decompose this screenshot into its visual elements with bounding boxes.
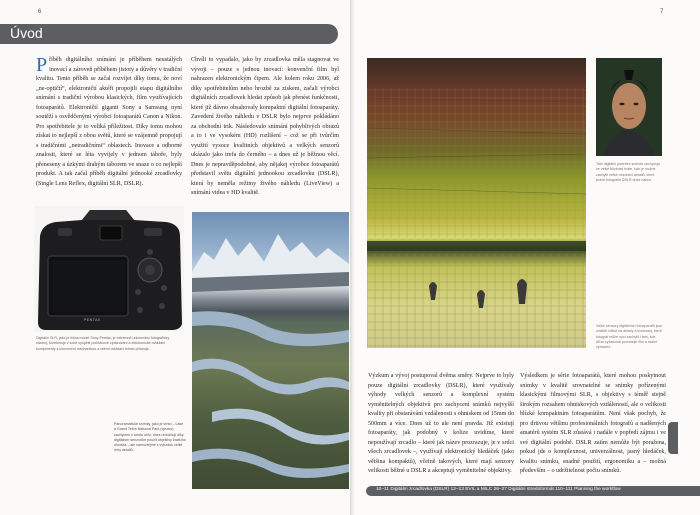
page-number-right: 7: [660, 9, 664, 15]
landscape-photo: [192, 212, 349, 489]
body-text-1: Výzkum a vývoj postupoval dvěma směry. Nejprve to byly pouze digitální zrcadlovky (DSLR), které využívaly výhody velkých senzorů a komplexní systém vyměnitelných objektivů pro zachycení snímků nejvyšší kvality při obstarávání vzdálenosti s ohniskem od 15mm do 500mm a více. Dnes už to ale není pravda. Již existují fotoaparáty, jak podobný v kolize uvidíme, které nepoužívají zrcadlo – které jak název prozrazuje, je v srdci všech zrcadlovek –, využívají elektronický hledáček (jako většina kompaktů), včetně takových, které mají senzory velikosti běžné u DSLR a akceptují vyměnitelné objektivy.: [368, 373, 514, 474]
intro-text-2: Chvíli to vypadalo, jako by zrcadlovka měla stagnovat ve vývoji – pouze s jednou inovací: konvenční film byl nahrazen elektronickým čipem. Ale kolem roku 2006, až díky spotřebitelům nebo hrozbě za ziskem, začali výrobci digitálních zrcadlovek hledat způsob jak přenést funkčnosti, které již dávno obsahovaly kompaktní digitální fotoaparáty. Zavedení živého náhledu v DSLR bylo nejprve pokládáno za obchodní trik. Následovalo snímání pohyblivých obrazů a to i ve vysokém (HD) rozlišení – což se při tvůrčím využití vysoce kvalitních objektivů a velkých senzorů ukázalo jako trefa do černého – a dnes už je běžnou věcí. Dnes je nepravděpodobné, aby nějakej výrobce fotoaparátů představil světu digitální jednookou zrcadlovku (DSLR), která by neměla režimy živého náhledu (LiveView) a snímání videa v HD kvalitě.: [191, 57, 339, 196]
page-number-left: 6: [38, 9, 42, 15]
portrait-photo: [596, 58, 662, 156]
camera-photo: [34, 206, 184, 332]
art-caption: Velké senzory digitálních fotoaparátů jsou zvláště citlivé na detaily a kontrasty, které fotograf může nyní zachytit i tam, kde dříve vyžadoval pomalejší film a drahé vybavení.: [596, 324, 663, 350]
landscape-caption: Panoramatické snímky, jako je tento – Lake a Grand Teton National Park (vpravo) zachycení v tomto úhlu, dnes umožňují díky digitálním senzorům použít objektivy kratšího ohniska – ale samozřejmě s výhodou velké míry detailů.: [114, 422, 186, 453]
chapter-title: Úvod: [10, 25, 43, 41]
body-text-2: Výsledkem je série fotoaparátů, které mohou poskytnout snímky v kvalitě srovnatelné se snímky pořízenými klasickými filmovými SLR, s objektivy s téměř stejně širokým rozsahem ohniskových vzdáleností, ale o velikosti blízké kompaktním fotoaparátům. Není však pochyb, že pro drtivou většinu profesionálních fotografů a nadšených amatérů systém SLR zůstává i nadále v popředí zájmu i ve své digitální podobě. DSLR zatím nemůže být poražena, pokud jde o komplexnost, univerzálnost, jasný hledáček, kvalitu snímku, snadné použití, ergonomiku a – možná především – o udržitelnost počtu snímků.: [520, 373, 666, 474]
footer-nav-text: 10–11 Digitální zrcadlovka (DSLR) 12–13 EVIL a MILC 26–27 Digitální stredoformát 110–111 Planning the workflow: [376, 487, 621, 492]
body-column-1: [368, 372, 514, 480]
intro-column-1: [36, 56, 182, 202]
art-photo: [367, 58, 586, 348]
camera-caption: Digitální SLR, jako je třeba model Sony Pentax, je extrémně univerzální fotografický nástroj. Kombinuje v sobě vyspělé počítačové zpracování a elektronické ovládací komponenty s konvenční mechanikou a všemi ovladači tohoto přístroje.: [36, 336, 170, 351]
footer-nav-bar: [366, 486, 700, 496]
intro-column-2: [191, 56, 339, 206]
intro-text-1: říběh digitálního snímání je příběhem neustálých inovací a zároveň příběhem jistoty a důvěry v tradiční kvalitu. Tento příběh se začal rozvíjet díky tomu, že noví „ne-optičtí“, elektroničtí aktéři propojili etapu digitálního snímání s tradiční výrobou klasických, film využívajících fotoaparátů. Elektroničtí giganti Sony a Samsung nyní soutěží s osvědčenými výrobci fotoaparátů Canon a Nikon. Pro spotřebitele je to veliká příležitost. Díky tomu mohou získat to nejlepší z obou světů, které se vzájemně propojují s tradičními ,,netradičními“ oblastech. Inovace a odborné znalosti, které se léta vyvíjely v jednom táboře, byly přeneseny a úzkými drahým táborem ve snaze o co nejlepší produkt. A tak začal příběh digitální jednooké zrcadlovky (Single Lens Reflex, digitální SLR, DSLR).: [36, 57, 182, 187]
portrait-caption: Tato digitální portrétní snímek zachycuje ze velké blízkosti tváře, kde je možné zachytit velké množství detailů, které právě fotografie DSLR dnes nabízí.: [596, 162, 661, 182]
camera-brand: PENTAX: [84, 318, 101, 322]
body-column-2: [520, 372, 666, 480]
drop-cap: P: [36, 56, 48, 76]
chapter-title-bar: [0, 24, 338, 44]
side-tab: [668, 422, 678, 454]
